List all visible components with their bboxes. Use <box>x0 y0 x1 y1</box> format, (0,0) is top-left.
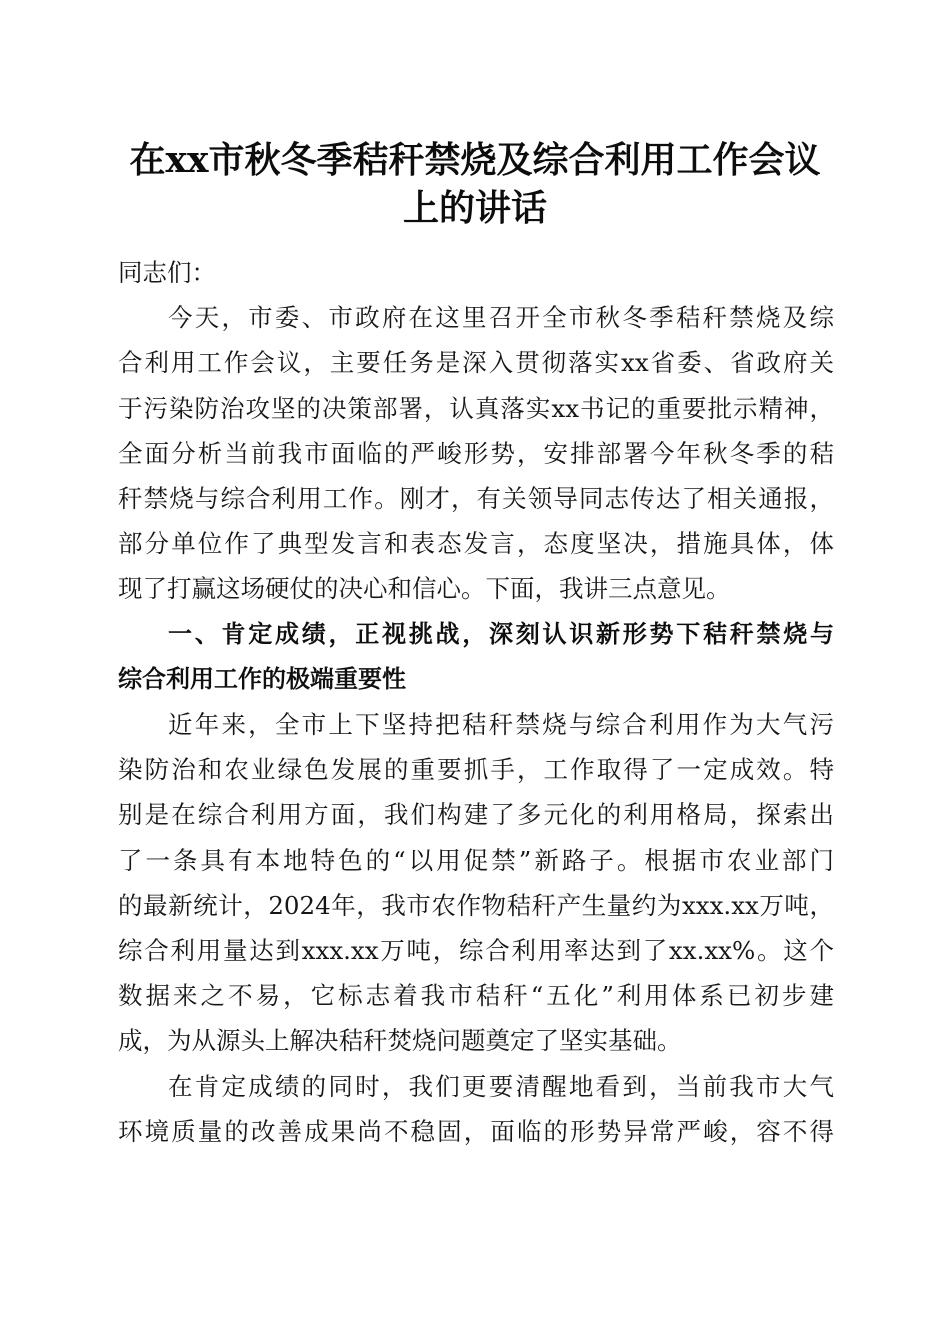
section-heading-1 <box>118 612 834 702</box>
paragraph-line: 环境质量的改善成果尚不稳固，面临的形势异常严峻，容不得 <box>118 1116 834 1146</box>
salutation: 同志们： <box>118 258 216 287</box>
paragraph-line: 今天，市委、市政府在这里召开全市秋冬季秸秆禁烧及综 <box>168 303 834 333</box>
paragraph-line: 数据来之不易，它标志着我市秸秆“五化”利用体系已初步建 <box>118 981 834 1011</box>
document-body <box>118 250 834 1154</box>
paragraph-line: 秆禁烧与综合利用工作。刚才，有关领导同志传达了相关通报， <box>118 484 834 514</box>
paragraph-line: 全面分析当前我市面临的严峻形势，安排部署今年秋冬季的秸 <box>118 438 834 468</box>
paragraph-challenges <box>118 1064 834 1154</box>
paragraph-line: 了一条具有本地特色的“以用促禁”新路子。根据市农业部门 <box>118 845 834 875</box>
paragraph-line: 现了打赢这场硬仗的决心和信心。下面，我讲三点意见。 <box>118 574 731 604</box>
paragraph-line: 合利用工作会议，主要任务是深入贯彻落实xx省委、省政府关 <box>118 348 834 378</box>
paragraph-line: 染防治和农业绿色发展的重要抓手，工作取得了一定成效。特 <box>118 755 834 785</box>
heading-line: 综合利用工作的极端重要性 <box>118 664 406 693</box>
paragraph-line: 别是在综合利用方面，我们构建了多元化的利用格局，探索出 <box>118 800 834 830</box>
paragraph-line: 近年来，全市上下坚持把秸秆禁烧与综合利用作为大气污 <box>168 710 834 740</box>
paragraph-line: 在肯定成绩的同时，我们更要清醒地看到，当前我市大气 <box>168 1071 834 1101</box>
paragraph-opening <box>118 295 834 611</box>
document-title <box>118 136 832 232</box>
heading-line: 一、肯定成绩，正视挑战，深刻认识新形势下秸秆禁烧与 <box>168 619 834 648</box>
title-line: 在xx市秋冬季秸秆禁烧及综合利用工作会议 <box>129 139 821 181</box>
paragraph-line: 部分单位作了典型发言和表态发言，态度坚决，措施具体，体 <box>118 529 834 559</box>
paragraph-line: 综合利用量达到xxx.xx万吨，综合利用率达到了xx.xx%。这个 <box>118 936 834 966</box>
title-line: 上的讲话 <box>402 187 547 229</box>
paragraph-achievements <box>118 702 834 1064</box>
paragraph-line: 于污染防治攻坚的决策部署，认真落实xx书记的重要批示精神， <box>118 393 834 423</box>
paragraph-line: 成，为从源头上解决秸秆焚烧问题奠定了坚实基础。 <box>118 1026 682 1056</box>
paragraph-line: 的最新统计，2024年，我市农作物秸秆产生量约为xxx.xx万吨， <box>118 890 834 920</box>
